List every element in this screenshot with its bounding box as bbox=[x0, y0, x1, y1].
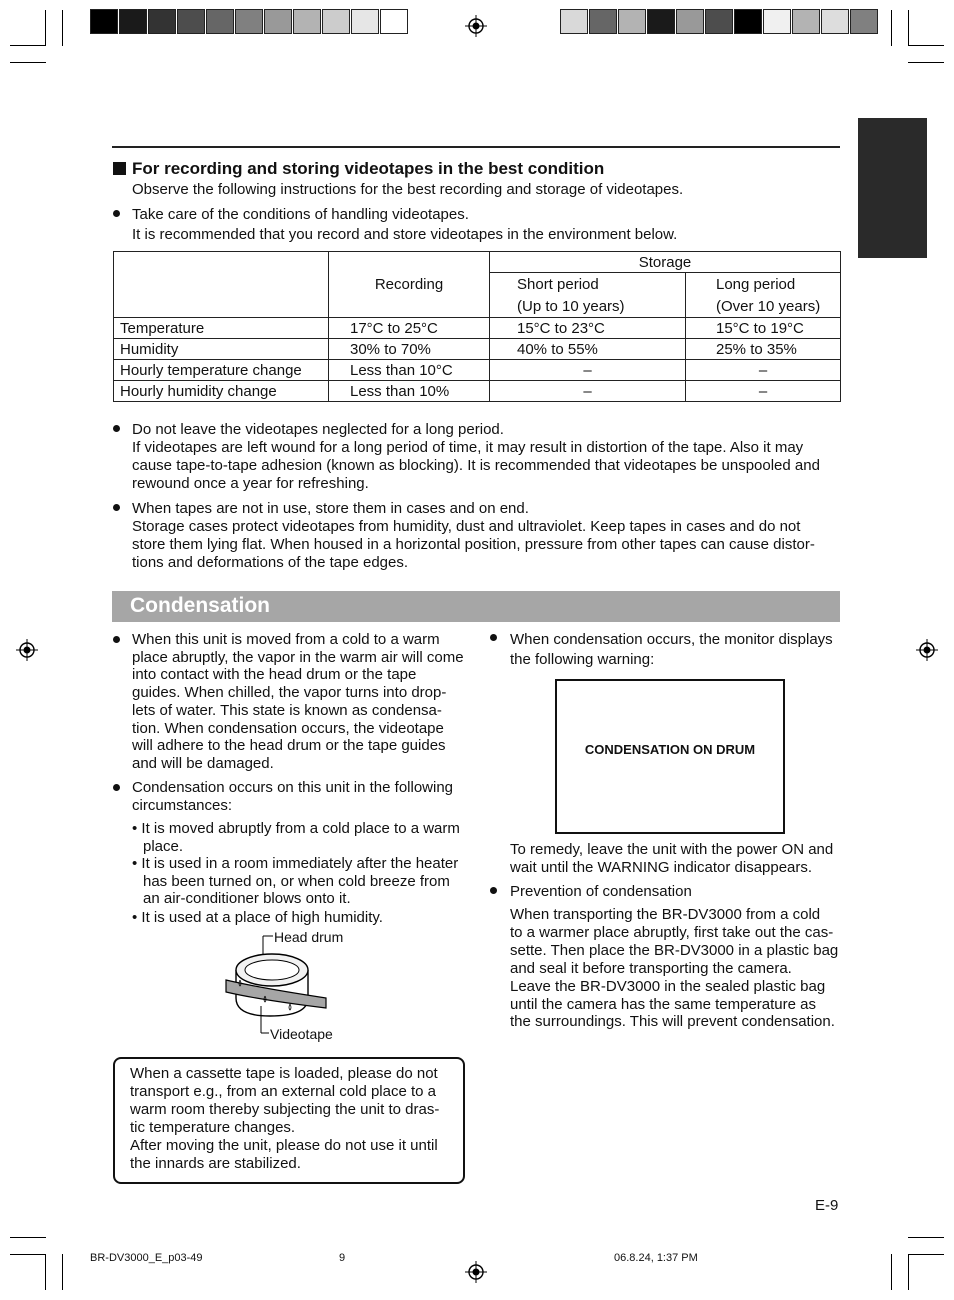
color-swatch bbox=[676, 9, 704, 34]
color-swatch bbox=[618, 9, 646, 34]
row-recording: Less than 10°C bbox=[329, 360, 490, 381]
crop-mark-top-left-v bbox=[45, 10, 46, 46]
text-line: lets of water. This state is known as condensa- bbox=[132, 701, 442, 719]
bullet3-line1: When tapes are not in use, store them in cases and on end. bbox=[132, 500, 529, 517]
header-storage: Storage bbox=[490, 252, 841, 273]
bullet1-line2: It is recommended that you record and store videotapes in the environment below. bbox=[132, 226, 678, 243]
color-swatch bbox=[206, 9, 234, 34]
crop-mark-bottom-left-v2 bbox=[62, 1254, 63, 1290]
bullet3-line3: store them lying flat. When housed in a horizontal position, pressure from other tapes can cause distor- bbox=[132, 536, 815, 553]
right-bullet1 bbox=[510, 630, 840, 670]
color-swatch bbox=[734, 9, 762, 34]
condensation-banner bbox=[112, 591, 840, 622]
row-long: 25% to 35% bbox=[686, 339, 841, 360]
text-line: the surroundings. This will prevent condensation. bbox=[510, 1013, 835, 1031]
page-number: E-9 bbox=[815, 1197, 839, 1214]
bullet-icon bbox=[113, 636, 120, 643]
text-line: guides. When chilled, the vapor turns into drop- bbox=[132, 684, 447, 702]
bullet-icon bbox=[113, 210, 120, 217]
color-swatch bbox=[821, 9, 849, 34]
bullet3-line2: Storage cases protect videotapes from humidity, dust and ultraviolet. Keep tapes in cases and do not bbox=[132, 518, 801, 535]
text-line: and seal it before transporting the camera. bbox=[510, 959, 792, 977]
text-line: tion. When condensation occurs, the videotape bbox=[132, 719, 444, 737]
color-swatch bbox=[763, 9, 791, 34]
text-line: place abruptly, the vapor in the warm air will come bbox=[132, 648, 464, 666]
text-line: and will be damaged. bbox=[132, 754, 274, 772]
color-swatch bbox=[148, 9, 176, 34]
label-videotape: Videotape bbox=[270, 1026, 333, 1042]
color-swatch bbox=[560, 9, 588, 34]
registration-mark-top-icon bbox=[465, 15, 487, 37]
color-swatch bbox=[792, 9, 820, 34]
text-line: an air-conditioner blows onto it. bbox=[143, 890, 351, 908]
row-short: – bbox=[490, 381, 686, 402]
color-swatch bbox=[293, 9, 321, 34]
header-long: Long period bbox=[686, 273, 841, 296]
color-swatch bbox=[589, 9, 617, 34]
crop-mark-top-left-h2 bbox=[10, 62, 46, 63]
crop-mark-top-right-h2 bbox=[908, 62, 944, 63]
left-bullet2 bbox=[132, 779, 462, 814]
bullet2-line2: If videotapes are left wound for a long period of time, it may result in distortion of the tape. Also it may bbox=[132, 439, 804, 456]
footer-timestamp: 06.8.24, 1:37 PM bbox=[614, 1252, 698, 1264]
bullet-icon bbox=[490, 634, 497, 641]
color-bar-right bbox=[560, 9, 879, 34]
crop-mark-bottom-left-h2 bbox=[10, 1237, 46, 1238]
sub-item-3: • It is used at a place of high humidity. bbox=[132, 909, 383, 926]
text-line: When a cassette tape is loaded, please do not bbox=[130, 1065, 438, 1082]
crop-mark-bottom-right-v2 bbox=[891, 1254, 892, 1290]
color-swatch bbox=[235, 9, 263, 34]
row-label: Humidity bbox=[114, 339, 329, 360]
condensation-title: Condensation bbox=[130, 594, 270, 617]
environment-table bbox=[113, 251, 841, 402]
text-line: the innards are stabilized. bbox=[130, 1154, 301, 1172]
crop-mark-bottom-right-v bbox=[908, 1254, 909, 1290]
bullet3-line4: tions and deformations of the tape edges. bbox=[132, 554, 409, 571]
color-swatch bbox=[90, 9, 118, 34]
table-row bbox=[114, 339, 841, 360]
bullet-icon bbox=[113, 504, 120, 511]
text-line: When this unit is moved from a cold to a warm bbox=[132, 631, 440, 648]
header-short-sub: (Up to 10 years) bbox=[490, 295, 686, 318]
color-swatch bbox=[351, 9, 379, 34]
crop-mark-top-right-v bbox=[908, 10, 909, 46]
text-line: has been turned on, or when cold breeze from bbox=[143, 872, 450, 890]
caution-text bbox=[130, 1065, 450, 1172]
row-recording: 17°C to 25°C bbox=[329, 318, 490, 339]
text-line: to a warmer place abruptly, first take out the cas- bbox=[510, 923, 834, 941]
registration-mark-bottom-icon bbox=[465, 1261, 487, 1283]
caution-box bbox=[113, 1057, 465, 1184]
crop-mark-bottom-right-h bbox=[908, 1254, 944, 1255]
color-swatch bbox=[264, 9, 292, 34]
header-short: Short period bbox=[490, 273, 686, 296]
bullet2-line4: rewound once a year for refreshing. bbox=[132, 475, 369, 492]
table-row bbox=[114, 381, 841, 402]
table-row bbox=[114, 360, 841, 381]
color-swatch bbox=[380, 9, 408, 34]
square-bullet-icon bbox=[113, 162, 126, 175]
bullet-icon bbox=[490, 887, 497, 894]
registration-mark-right-icon bbox=[916, 639, 938, 661]
text-line: will adhere to the head drum or the tape guides bbox=[132, 737, 446, 755]
text-line: transport e.g., from an external cold place to a bbox=[130, 1082, 436, 1100]
row-short: 40% to 55% bbox=[490, 339, 686, 360]
crop-mark-bottom-left-h bbox=[10, 1254, 46, 1255]
crop-mark-bottom-left-v bbox=[45, 1254, 46, 1290]
color-swatch bbox=[119, 9, 147, 34]
crop-mark-bottom-right-h2 bbox=[908, 1237, 944, 1238]
prevention-text bbox=[510, 906, 840, 1031]
crop-mark-top-right-h bbox=[908, 45, 944, 46]
color-swatch bbox=[850, 9, 878, 34]
text-line: Leave the BR-DV3000 in the sealed plastic bag bbox=[510, 977, 826, 995]
text-line: When transporting the BR-DV3000 from a cold bbox=[510, 906, 821, 923]
section-intro: Observe the following instructions for the best recording and storage of videotapes. bbox=[132, 181, 684, 198]
row-recording: Less than 10% bbox=[329, 381, 490, 402]
label-head-drum: Head drum bbox=[274, 929, 344, 945]
color-swatch bbox=[705, 9, 733, 34]
color-bar-left bbox=[90, 9, 409, 34]
left-bullet1 bbox=[132, 631, 462, 773]
row-long: 15°C to 19°C bbox=[686, 318, 841, 339]
registration-mark-left-icon bbox=[16, 639, 38, 661]
sub-item-2 bbox=[132, 855, 462, 908]
text-line: circumstances: bbox=[132, 796, 233, 814]
row-label: Hourly humidity change bbox=[114, 381, 329, 402]
section-heading bbox=[113, 159, 604, 179]
row-long: – bbox=[686, 381, 841, 402]
bullet2-line3: cause tape-to-tape adhesion (known as blocking). It is recommended that videotapes be unspooled and bbox=[132, 457, 820, 474]
text-line: When condensation occurs, the monitor displays bbox=[510, 631, 833, 648]
table-corner-cell bbox=[114, 252, 329, 318]
sub-item-1 bbox=[132, 820, 462, 855]
right-bullet2: Prevention of condensation bbox=[510, 883, 692, 900]
row-label: Hourly temperature change bbox=[114, 360, 329, 381]
row-long: – bbox=[686, 360, 841, 381]
section-title: For recording and storing videotapes in the best condition bbox=[132, 159, 605, 178]
bullet-icon bbox=[113, 425, 120, 432]
row-short: 15°C to 23°C bbox=[490, 318, 686, 339]
text-line: • It is moved abruptly from a cold place to a warm bbox=[132, 820, 460, 837]
text-line: sette. Then place the BR-DV3000 in a plastic bag bbox=[510, 941, 839, 959]
row-recording: 30% to 70% bbox=[329, 339, 490, 360]
color-swatch bbox=[177, 9, 205, 34]
text-line: into contact with the head drum or the tape bbox=[132, 666, 417, 684]
text-line: • It is used in a room immediately after the heater bbox=[132, 855, 459, 872]
bullet2-line1: Do not leave the videotapes neglected for a long period. bbox=[132, 421, 504, 438]
text-line: tic temperature changes. bbox=[130, 1118, 296, 1136]
text-line: the following warning: bbox=[510, 651, 655, 668]
text-line: wait until the WARNING indicator disappears. bbox=[510, 859, 813, 876]
text-line: To remedy, leave the unit with the power ON and bbox=[510, 841, 834, 858]
warning-message: CONDENSATION ON DRUM bbox=[584, 742, 756, 757]
text-line: warm room thereby subjecting the unit to dras- bbox=[130, 1100, 440, 1118]
crop-mark-top-left-h bbox=[10, 45, 46, 46]
crop-mark-top-left-v2 bbox=[62, 10, 63, 46]
text-line: After moving the unit, please do not use it until bbox=[130, 1136, 438, 1154]
text-line: Condensation occurs on this unit in the following bbox=[132, 779, 454, 796]
color-swatch bbox=[647, 9, 675, 34]
text-line: until the camera has the same temperature as bbox=[510, 995, 816, 1013]
top-rule bbox=[112, 146, 840, 148]
header-long-sub: (Over 10 years) bbox=[686, 295, 841, 318]
color-swatch bbox=[322, 9, 350, 34]
crop-mark-top-right-v2 bbox=[891, 10, 892, 46]
row-short: – bbox=[490, 360, 686, 381]
monitor-warning-display bbox=[555, 679, 785, 834]
text-line: place. bbox=[143, 837, 184, 855]
language-tab bbox=[858, 118, 927, 258]
bullet-icon bbox=[113, 784, 120, 791]
footer-sheet: 9 bbox=[339, 1252, 346, 1264]
bullet1-line1: Take care of the conditions of handling videotapes. bbox=[132, 206, 469, 223]
remedy-text bbox=[510, 841, 840, 877]
header-recording: Recording bbox=[329, 252, 490, 318]
footer-file: BR-DV3000_E_p03-49 bbox=[90, 1252, 203, 1264]
table-row bbox=[114, 318, 841, 339]
row-label: Temperature bbox=[114, 318, 329, 339]
